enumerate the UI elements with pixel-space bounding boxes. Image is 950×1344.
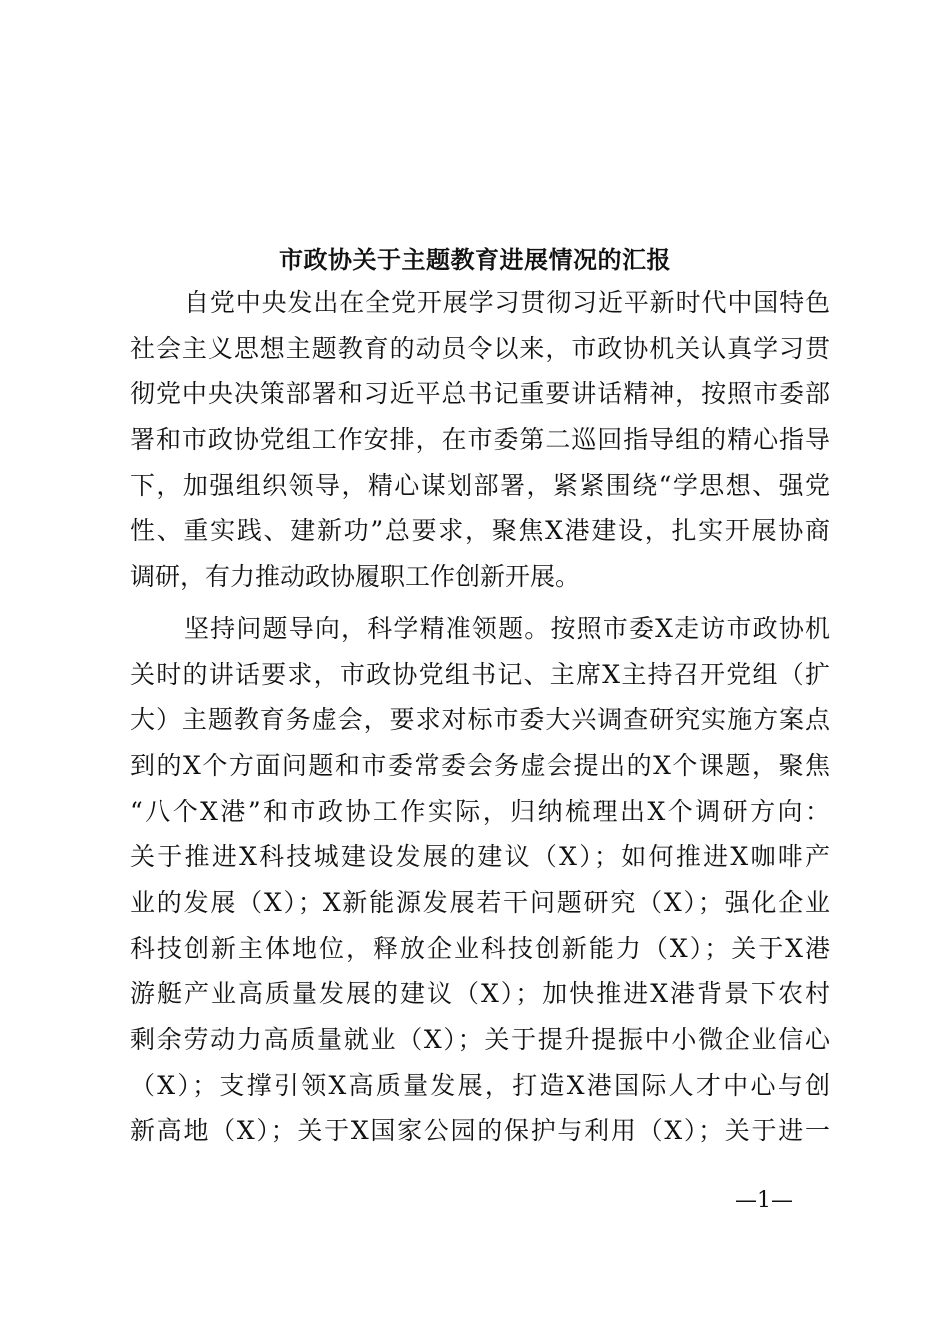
text-line: 关时的讲话要求，市政协党组书记、主席X主持召开党组（扩 [130, 659, 830, 689]
page-number: —1— [735, 1188, 793, 1213]
text-line: 新高地（X）；关于X国家公园的保护与利用（X）；关于进一 [130, 1116, 830, 1146]
text-line: 关于推进X科技城建设发展的建议（X）；如何推进X咖啡产 [130, 842, 830, 872]
text-line: 署和市政协党组工作安排，在市委第二巡回指导组的精心指导 [130, 425, 830, 455]
text-line: 调研，有力推动政协履职工作创新开展。 [130, 562, 581, 592]
text-line: 科技创新主体地位，释放企业科技创新能力（X）；关于X港 [130, 933, 830, 963]
paragraph [130, 606, 830, 1154]
text-line: “八个X港”和市政协工作实际，归纳梳理出X个调研方向： [130, 796, 830, 826]
text-line: 剩余劳动力高质量就业（X）；关于提升提振中小微企业信心 [130, 1025, 830, 1054]
text-line: 社会主义思想主题教育的动员令以来，市政协机关认真学习贯 [130, 333, 830, 363]
text-line: 坚持问题导向，科学精准领题。按照市委X走访市政协机 [184, 613, 830, 643]
text-line: 自党中央发出在全党开展学习贯彻习近平新时代中国特色 [184, 288, 830, 317]
text-line: 到的X个方面问题和市委常委会务虚会提出的X个课题，聚焦 [130, 750, 830, 780]
text-line: 游艇产业高质量发展的建议（X）；加快推进X港背景下农村 [130, 979, 830, 1009]
document-title: 市政协关于主题教育进展情况的汇报 [279, 245, 671, 274]
text-line: 业的发展（X）；X新能源发展若干问题研究（X）；强化企业 [130, 887, 830, 917]
paragraph [130, 280, 830, 600]
text-line: 下，加强组织领导，精心谋划部署，紧紧围绕“学思想、强党 [130, 470, 830, 500]
text-line: 大）主题教育务虚会，要求对标市委大兴调查研究实施方案点 [130, 705, 830, 735]
text-line: 彻党中央决策部署和习近平总书记重要讲话精神，按照市委部 [130, 379, 830, 409]
text-line: 性、重实践、建新功”总要求，聚焦X港建设，扎实开展协商 [130, 516, 830, 546]
text-line: （X）；支撑引领X高质量发展，打造X港国际人才中心与创 [130, 1070, 830, 1100]
document-body [130, 280, 830, 1154]
